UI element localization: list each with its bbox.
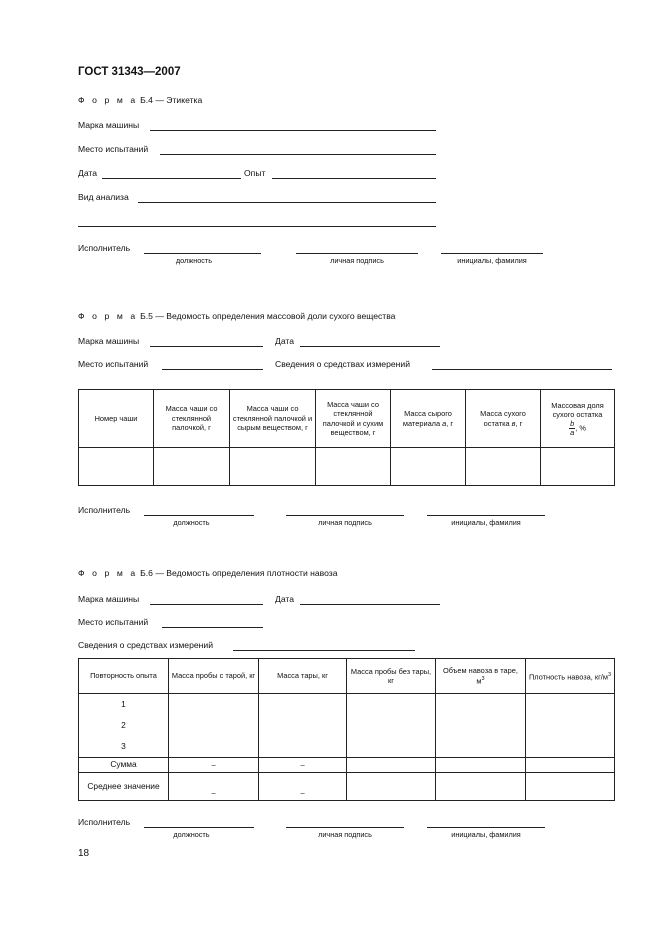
b4-podpis-field[interactable] <box>296 253 418 254</box>
b5-col-nomer: Номер чаши <box>79 390 154 448</box>
b5-data-field[interactable] <box>300 346 440 347</box>
b4-marka-field[interactable] <box>150 130 436 131</box>
b4-marka-label: Марка машины <box>78 120 140 130</box>
b4-fio-field[interactable] <box>441 253 543 254</box>
b5-data-label: Дата <box>275 336 295 346</box>
b5-col-massa-syrogo-text: Масса сырого материала <box>402 409 452 428</box>
b4-vid-label: Вид анализа <box>78 192 129 202</box>
b4-cap-podpis: личная подпись <box>330 256 384 265</box>
table-cell: – <box>259 758 347 773</box>
table-header-row <box>79 390 615 448</box>
b5-svedeniya-label: Сведения о средствах измерений <box>275 359 410 369</box>
b6-marka-field[interactable] <box>150 604 263 605</box>
superscript: 3 <box>607 671 611 678</box>
table-cell[interactable] <box>316 448 391 486</box>
fraction-num: b <box>570 418 575 428</box>
unit-g: , г <box>446 418 454 428</box>
b5-podpis-field[interactable] <box>286 515 404 516</box>
b6-cap-podpis: личная подпись <box>318 830 372 839</box>
b4-dolzhnost-field[interactable] <box>144 253 261 254</box>
b6-podpis-field[interactable] <box>286 827 404 828</box>
b5-cap-fio: инициалы, фамилия <box>451 518 521 527</box>
b5-cap-dolzhnost: должность <box>173 518 210 527</box>
b6-col-massa-s-taroy: Масса пробы с тарой, кг <box>169 659 259 694</box>
forma-label: Ф о р м а <box>78 311 138 321</box>
b6-col-plotnost-text: Плотность навоза, кг/м <box>528 671 608 681</box>
form-b6-title-text: Б.6 — Ведомость определения плотности навоза <box>140 568 338 578</box>
table-cell[interactable] <box>391 448 466 486</box>
page-number: 18 <box>78 848 90 859</box>
b6-data-field[interactable] <box>300 604 440 605</box>
table-header-row <box>79 659 615 694</box>
b4-ispolnitel-label: Исполнитель <box>78 243 131 253</box>
table-row <box>79 448 615 486</box>
b4-opyt-label: Опыт <box>244 168 266 178</box>
b5-col-massa-sukhogo-text: Масса сухого остатка <box>480 409 526 428</box>
b5-marka-label: Марка машины <box>78 336 140 346</box>
table-cell[interactable] <box>526 694 615 758</box>
row-number: 3 <box>121 741 126 751</box>
table-cell[interactable] <box>526 758 615 773</box>
b4-vid-field[interactable] <box>138 202 436 203</box>
b5-col-massa-syrym: Масса чаши со стеклянной палочкой и сырым веществом, г <box>230 390 316 448</box>
b4-mesto-field[interactable] <box>160 154 436 155</box>
b5-mesto-field[interactable] <box>162 369 263 370</box>
b6-srednee-label: Среднее значение <box>79 773 169 801</box>
b4-data-field[interactable] <box>102 178 241 179</box>
var-v: в <box>511 418 516 428</box>
b5-ispolnitel-label: Исполнитель <box>78 505 131 515</box>
b6-marka-label: Марка машины <box>78 594 140 604</box>
fraction-den: a <box>570 427 575 437</box>
superscript: 3 <box>481 676 485 683</box>
table-cell[interactable] <box>541 448 615 486</box>
b5-svedeniya-field[interactable] <box>432 369 612 370</box>
table-cell[interactable] <box>436 758 526 773</box>
b5-col-dolya-text: Массовая доля сухого остатка <box>551 400 604 419</box>
table-cell[interactable] <box>526 773 615 801</box>
b4-cap-dolzhnost: должность <box>175 256 213 265</box>
b6-col-obem <box>436 659 526 694</box>
document-header: ГОСТ 31343—2007 <box>78 66 181 78</box>
b4-mesto-label: Место испытаний <box>78 144 149 154</box>
b6-dolzhnost-field[interactable] <box>144 827 254 828</box>
unit-g: , г <box>515 418 523 428</box>
b5-mesto-label: Место испытаний <box>78 359 149 369</box>
table-row <box>79 694 615 758</box>
row-number: 2 <box>121 720 126 730</box>
b5-col-massa-syrogo <box>391 390 466 448</box>
b6-mesto-field[interactable] <box>162 627 263 628</box>
b6-svedeniya-field[interactable] <box>233 650 415 651</box>
table-cell[interactable] <box>230 448 316 486</box>
table-cell: – <box>169 773 259 801</box>
table-cell[interactable] <box>154 448 230 486</box>
table-cell: – <box>169 758 259 773</box>
b6-col-massa-bez-tary: Масса пробы без тары, кг <box>347 659 436 694</box>
b5-marka-field[interactable] <box>150 346 263 347</box>
table-cell[interactable] <box>79 448 154 486</box>
b5-col-dolya <box>541 390 615 448</box>
b6-mesto-label: Место испытаний <box>78 617 149 627</box>
unit-percent: , % <box>575 422 586 432</box>
b6-row-numbers <box>79 694 169 758</box>
b6-svedeniya-label: Сведения о средствах измерений <box>78 640 213 650</box>
form-b5-title-text: Б.5 — Ведомость определения массовой доли сухого вещества <box>140 311 396 321</box>
b6-summa-label: Сумма <box>79 758 169 773</box>
b4-cap-fio: инициалы, фамилия <box>457 256 527 265</box>
b5-dolzhnost-field[interactable] <box>144 515 254 516</box>
b5-table <box>78 389 615 486</box>
b6-cap-fio: инициалы, фамилия <box>451 830 521 839</box>
table-row <box>79 773 615 801</box>
b6-col-massa-tary: Масса тары, кг <box>259 659 347 694</box>
b6-fio-field[interactable] <box>427 827 545 828</box>
b5-cap-podpis: личная подпись <box>318 518 372 527</box>
table-row <box>79 758 615 773</box>
table-cell[interactable] <box>347 773 436 801</box>
table-cell[interactable] <box>436 694 526 758</box>
form-b6-title <box>78 568 338 578</box>
form-b4-title-text: Б.4 — Этикетка <box>140 95 203 105</box>
form-b4-title <box>78 95 202 105</box>
b6-cap-dolzhnost: должность <box>173 830 210 839</box>
b6-col-povtornost: Повторность опыта <box>79 659 169 694</box>
b6-data-label: Дата <box>275 594 295 604</box>
b5-col-massa-sukhim: Масса чаши со стеклянной палочкой и сухим веществом, г <box>316 390 391 448</box>
b4-opyt-field[interactable] <box>272 178 436 179</box>
b5-fio-field[interactable] <box>427 515 545 516</box>
b4-data-label: Дата <box>78 168 98 178</box>
table-cell[interactable] <box>347 694 436 758</box>
table-cell[interactable] <box>436 773 526 801</box>
var-a: a <box>442 418 447 428</box>
table-cell[interactable] <box>259 694 347 758</box>
table-cell[interactable] <box>466 448 541 486</box>
form-b5-title <box>78 311 395 321</box>
b5-col-massa-sukhogo <box>466 390 541 448</box>
b5-col-massa-chashi: Масса чаши со стеклянной палочкой, г <box>154 390 230 448</box>
row-number: 1 <box>121 699 126 709</box>
b6-col-obem-text: Объем навоза в таре, м <box>443 665 518 686</box>
b4-extra-field[interactable] <box>78 226 436 227</box>
table-cell: – <box>259 773 347 801</box>
forma-label: Ф о р м а <box>78 568 138 578</box>
table-cell[interactable] <box>347 758 436 773</box>
b6-ispolnitel-label: Исполнитель <box>78 817 131 827</box>
b6-col-plotnost <box>526 659 615 694</box>
b6-table <box>78 658 615 801</box>
forma-label: Ф о р м а <box>78 95 138 105</box>
table-cell[interactable] <box>169 694 259 758</box>
